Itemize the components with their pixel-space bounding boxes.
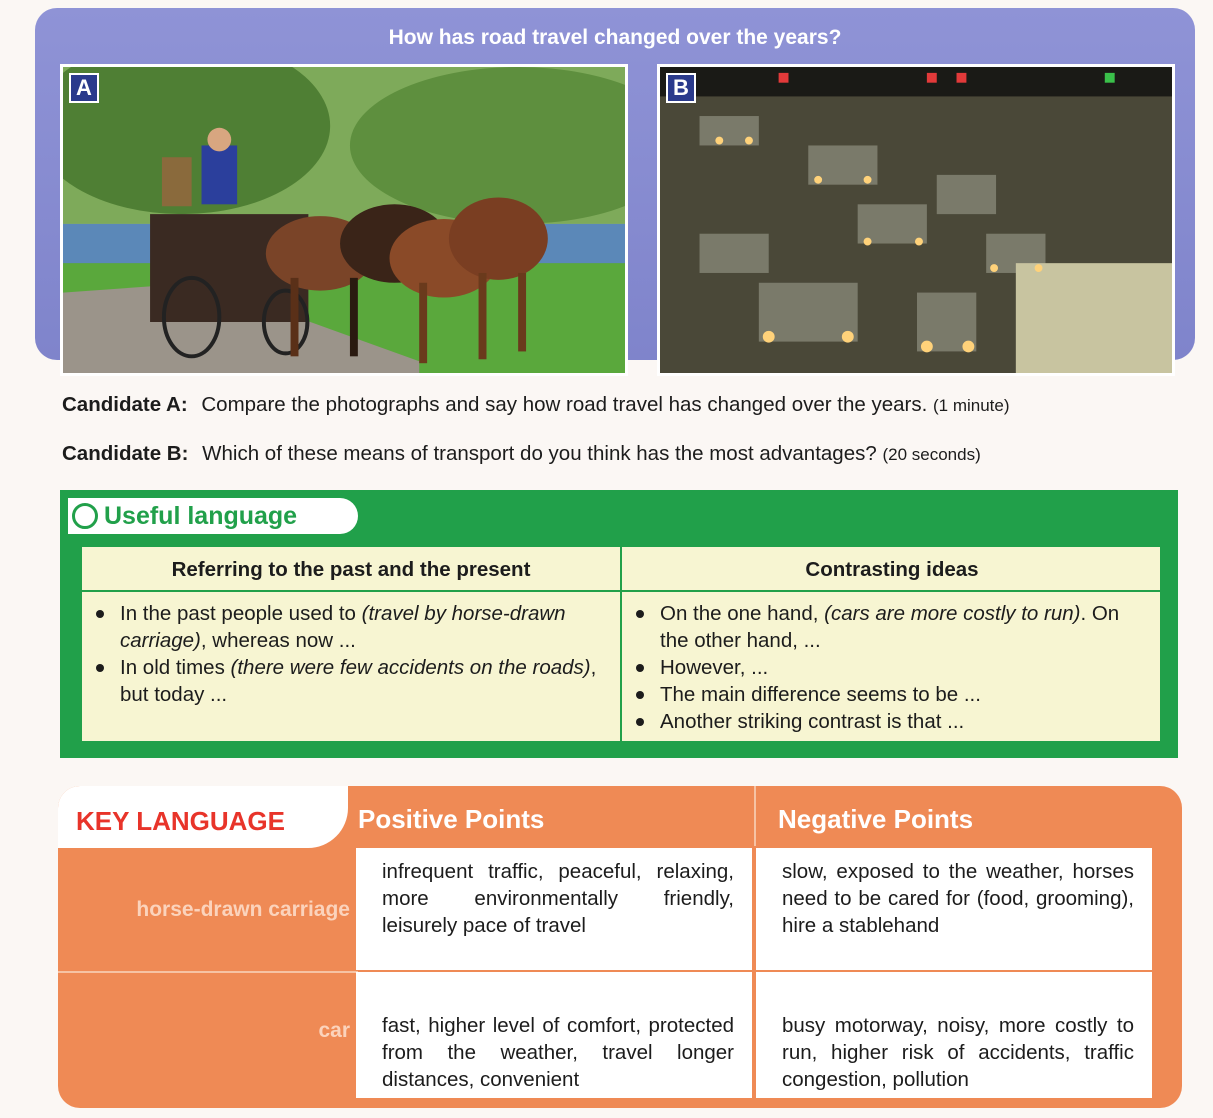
row-label-horse-carriage: horse-drawn carriage	[136, 898, 350, 921]
useful-language-tab	[68, 498, 358, 534]
candidate-b-text: Which of these means of transport do you think has the most advantages?	[202, 442, 877, 465]
photo-b-badge: B	[666, 73, 696, 103]
key-language-box	[58, 786, 1182, 1108]
car-negative: busy motorway, noisy, more costly to run, higher risk of accidents, traffic congestion, pollution	[756, 972, 1152, 1098]
contrasting-list	[622, 592, 1162, 741]
row-divider	[58, 971, 358, 973]
list-item: Another striking contrast is that ...	[632, 708, 1152, 735]
traffic-image	[660, 67, 1172, 373]
photo-panel-title: How has road travel changed over the years?	[388, 26, 842, 49]
photo-horse-carriage	[60, 64, 628, 376]
header-divider	[754, 786, 756, 846]
photo-a-badge: A	[69, 73, 99, 103]
list-item: On the one hand, (cars are more costly to run). On the other hand, ...	[632, 600, 1152, 654]
candidate-b-time: (20 seconds)	[882, 445, 981, 464]
candidate-a-label: Candidate A:	[62, 393, 188, 416]
horse-carriage-negative: slow, exposed to the weather, horses need to be cared for (food, grooming), hire a stablehand	[756, 848, 1152, 970]
list-item: In old times (there were few accidents on the roads), but today ...	[92, 654, 610, 708]
row-label-car: car	[318, 1019, 350, 1042]
useful-language-title: Useful language	[104, 501, 298, 530]
candidate-a-time: (1 minute)	[933, 396, 1010, 415]
list-item: The main difference seems to be ...	[632, 681, 1152, 708]
col-header-past-present: Referring to the past and the present	[82, 547, 622, 592]
col-header-contrasting: Contrasting ideas	[622, 547, 1162, 592]
photo-traffic	[657, 64, 1175, 376]
past-present-list	[82, 592, 622, 741]
list-item: In the past people used to (travel by horse-drawn carriage), whereas now ...	[92, 600, 610, 654]
candidate-a-text: Compare the photographs and say how road travel has changed over the years.	[201, 393, 928, 416]
candidate-b-label: Candidate B:	[62, 442, 189, 465]
positive-points-header: Positive Points	[358, 804, 545, 834]
key-language-tab	[58, 786, 348, 848]
horse-carriage-positive: infrequent traffic, peaceful, relaxing, more environmentally friendly, leisurely pace of travel	[356, 848, 752, 970]
horse-carriage-image	[63, 67, 625, 373]
useful-language-table	[80, 545, 1162, 743]
negative-points-header: Negative Points	[778, 804, 974, 834]
list-item: However, ...	[632, 654, 1152, 681]
photo-panel	[35, 8, 1195, 360]
candidate-a-prompt	[62, 393, 1010, 417]
useful-language-box	[60, 490, 1178, 758]
circle-icon	[72, 503, 98, 529]
car-positive: fast, higher level of comfort, protected from the weather, travel longer distances, convenient	[356, 972, 752, 1098]
candidate-b-prompt	[62, 442, 981, 466]
key-language-title: KEY LANGUAGE	[76, 806, 285, 836]
